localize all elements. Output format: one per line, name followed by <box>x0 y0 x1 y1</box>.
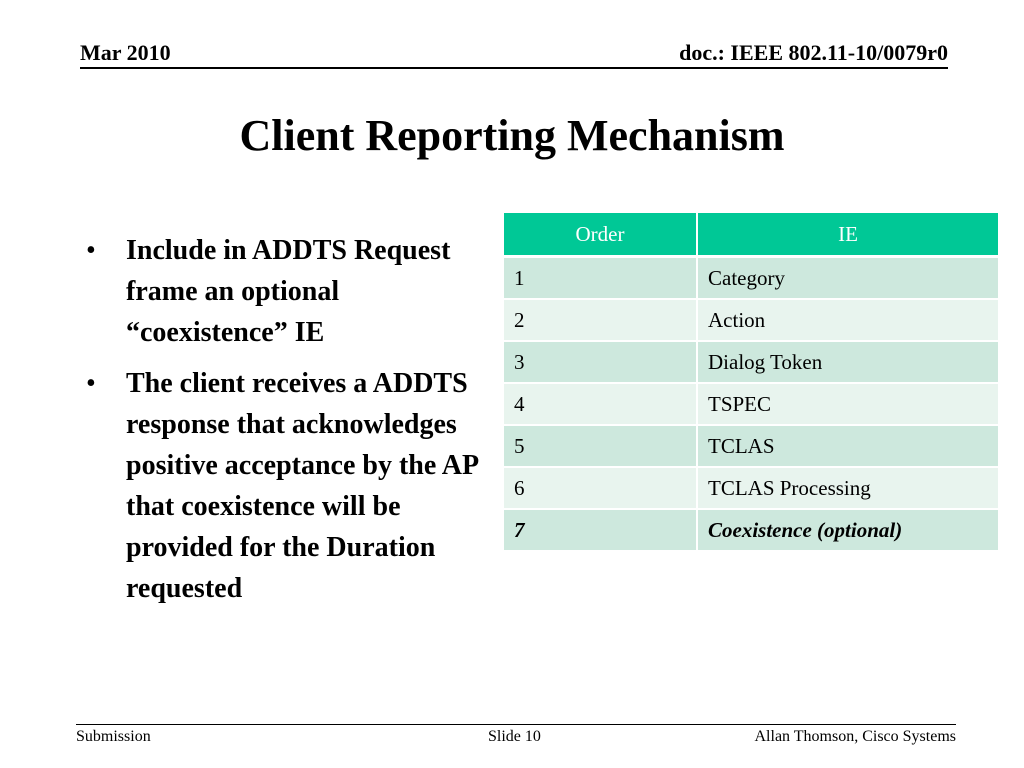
cell-order: 6 <box>504 467 697 509</box>
bullet-icon: • <box>86 235 96 266</box>
cell-ie: Action <box>697 299 998 341</box>
cell-order: 1 <box>504 257 697 300</box>
bullet-text: Include in ADDTS Request frame an optional “coexistence” IE <box>126 235 451 348</box>
cell-ie: TCLAS Processing <box>697 467 998 509</box>
table-row <box>504 425 998 467</box>
slide-title: Client Reporting Mechanism <box>239 111 785 160</box>
table-row-optional <box>504 509 998 551</box>
footer-divider <box>76 724 956 725</box>
cell-order: 4 <box>504 383 697 425</box>
header-divider <box>80 67 948 69</box>
cell-order: 7 <box>504 509 697 551</box>
bullet-item <box>84 363 484 609</box>
bullet-text: The client receives a ADDTS response that acknowledges positive acceptance by the AP that coexistence will be provided for the Duration requested <box>126 368 478 604</box>
bullet-item <box>84 230 484 353</box>
column-header-ie: IE <box>697 213 998 257</box>
table-row <box>504 341 998 383</box>
footer-slide-number: Slide 10 <box>488 728 541 745</box>
cell-ie: Category <box>697 257 998 300</box>
table-row <box>504 467 998 509</box>
table-row <box>504 257 998 300</box>
table-header-row <box>504 213 998 257</box>
header-doc-id: doc.: IEEE 802.11-10/0079r0 <box>679 40 948 65</box>
cell-order: 2 <box>504 299 697 341</box>
bullet-list <box>84 230 484 619</box>
bullet-icon: • <box>86 368 96 399</box>
ie-order-table <box>504 213 998 552</box>
cell-ie: TCLAS <box>697 425 998 467</box>
column-header-order: Order <box>504 213 697 257</box>
cell-ie: Coexistence (optional) <box>697 509 998 551</box>
cell-order: 3 <box>504 341 697 383</box>
footer-submission: Submission <box>76 728 151 745</box>
footer-author: Allan Thomson, Cisco Systems <box>754 728 956 745</box>
table-row <box>504 383 998 425</box>
cell-ie: TSPEC <box>697 383 998 425</box>
header-date: Mar 2010 <box>80 40 171 65</box>
table-row <box>504 299 998 341</box>
cell-ie: Dialog Token <box>697 341 998 383</box>
cell-order: 5 <box>504 425 697 467</box>
